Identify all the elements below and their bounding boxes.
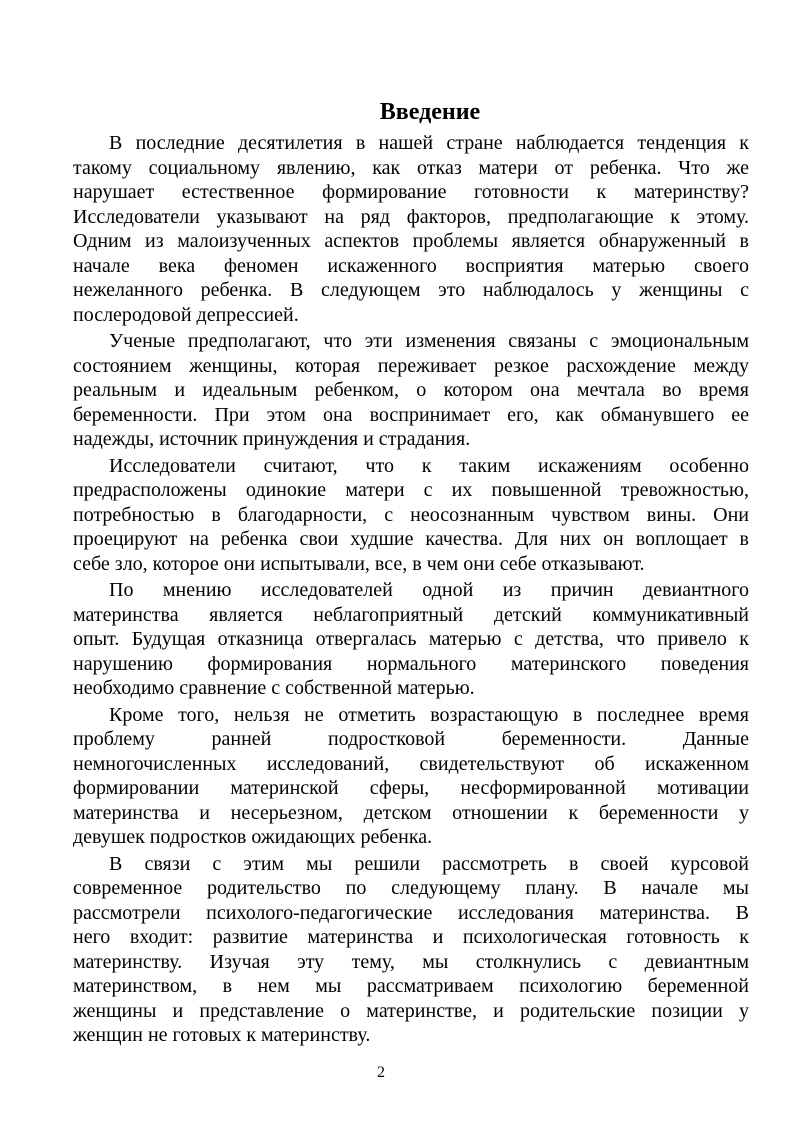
text-line: формировании материнской сферы, несформированной мотивации <box>73 777 749 799</box>
text-line: рассмотрели психолого-педагогические исследования материнства. В <box>73 901 749 924</box>
text-line: немногочисленных исследований, свидетельствуют об искаженном <box>73 752 749 775</box>
text-line: проблему ранней подростковой беременности. Данные <box>73 728 749 750</box>
paragraph <box>73 454 749 577</box>
paragraph <box>73 131 749 327</box>
text-line: материнству. Изучая эту тему, мы столкнулись с девиантным <box>73 950 749 973</box>
paragraph <box>73 578 749 701</box>
text-line: В связи с этим мы решили рассмотреть в своей курсовой <box>109 852 749 875</box>
text-line: Одним из малоизученных аспектов проблемы является обнаруженный в <box>73 230 749 252</box>
paragraph <box>73 852 749 1048</box>
text-line: необходимо сравнение с собственной матерью. <box>73 677 475 699</box>
text-line: современное родительство по следующему плану. В начале мы <box>73 877 749 899</box>
paragraph <box>73 329 749 452</box>
text-line: Ученые предполагают, что эти изменения связаны с эмоциональным <box>109 330 749 352</box>
text-line: него входит: развитие материнства и психологическая готовность к <box>73 926 749 948</box>
text-line: девушек подростков ожидающих ребенка. <box>73 826 433 848</box>
text-line: материнства является неблагоприятный детский коммуникативный <box>73 603 749 626</box>
text-line: начале века феномен искаженного восприятия матерью своего <box>73 254 749 277</box>
body-text <box>73 131 749 1050</box>
text-line: По мнению исследователей одной из причин девиантного <box>109 579 749 601</box>
text-line: В последние десятилетия в нашей стране наблюдается тенденция к <box>109 132 749 154</box>
text-line: потребностью в благодарности, с неосознанным чувством вины. Они <box>73 503 749 526</box>
text-line: себе зло, которое они испытывали, все, в чем они себе отказывают. <box>73 552 645 575</box>
text-line: Кроме того, нельзя не отметить возрастающую в последнее время <box>109 703 749 726</box>
text-line: послеродовой депрессией. <box>73 303 299 326</box>
page-title: Введение <box>379 99 481 125</box>
text-line: такому социальному явлению, как отказ матери от ребенка. Что же <box>73 156 749 179</box>
text-line: нарушению формирования нормального материнского поведения <box>73 652 749 675</box>
page-number: 2 <box>377 1064 385 1081</box>
text-line: предрасположены одинокие матери с их повышенной тревожностью, <box>73 479 749 501</box>
text-line: женщин не готовых к материнству. <box>73 1024 371 1046</box>
text-line: надежды, источник принуждения и страдания. <box>73 428 471 450</box>
text-line: состоянием женщины, которая переживает резкое расхождение между <box>73 354 749 377</box>
text-line: материнства и несерьезном, детском отношении к беременности у <box>73 801 749 824</box>
text-line: нарушает естественное формирование готовности к материнству? <box>73 181 749 203</box>
text-line: нежеланного ребенка. В следующем это наблюдалось у женщины с <box>73 279 749 301</box>
paragraph <box>73 703 749 850</box>
text-line: реальным и идеальным ребенком, о котором она мечтала во время <box>73 379 749 401</box>
text-line: материнством, в нем мы рассматриваем психологию беременной <box>73 975 749 997</box>
text-line: проецируют на ребенка свои худшие качества. Для них он воплощает в <box>73 528 749 550</box>
text-line: опыт. Будущая отказница отвергалась матерью с детства, что привело к <box>73 628 749 650</box>
text-line: беременности. При этом она воспринимает его, как обманувшего ее <box>73 403 749 426</box>
text-line: Исследователи указывают на ряд факторов, предполагающие к этому. <box>73 205 749 228</box>
text-line: женщины и представление о материнстве, и родительские позиции у <box>73 999 749 1022</box>
text-line: Исследователи считают, что к таким искажениям особенно <box>109 454 749 477</box>
